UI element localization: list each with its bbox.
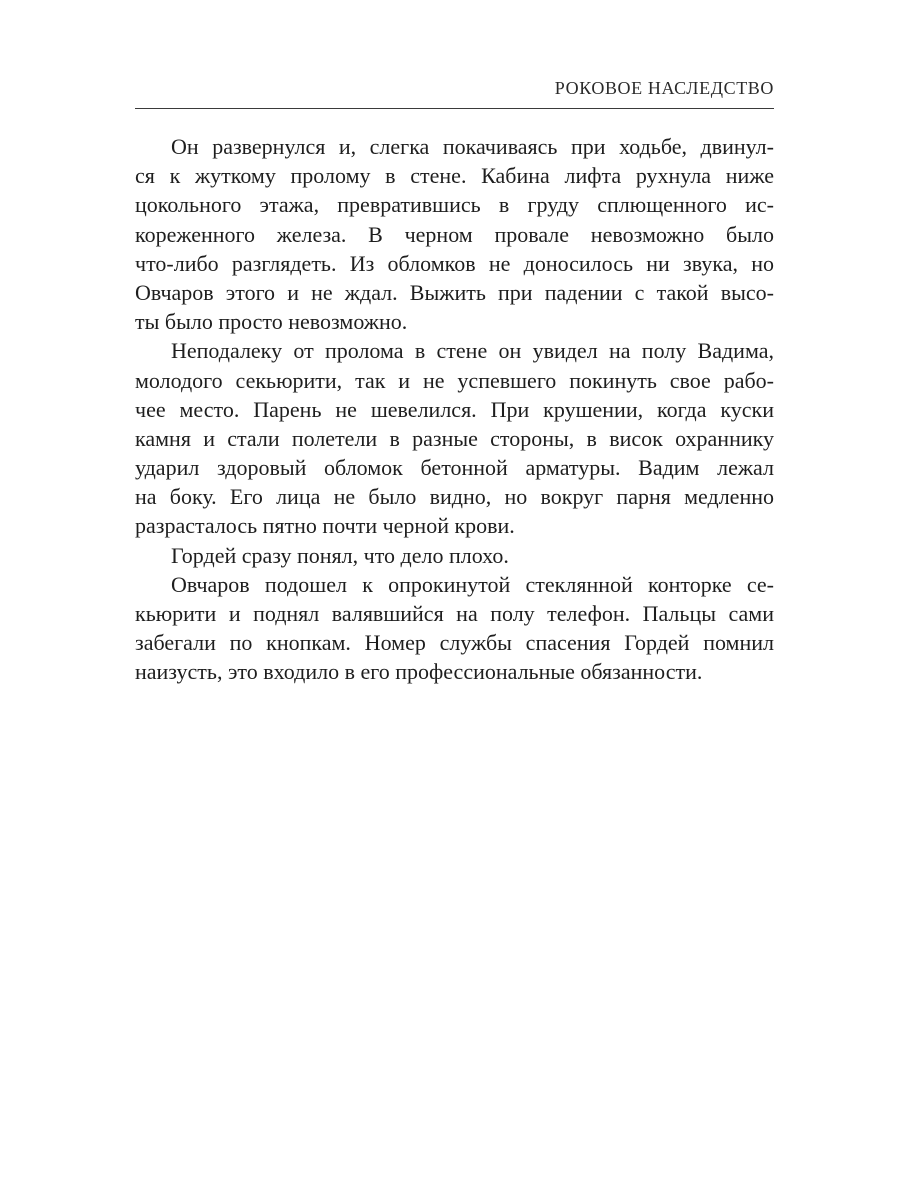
text-line: Он развернулся и, слегка покачиваясь при ходьбе, двинул- — [171, 134, 774, 159]
paragraph — [135, 336, 774, 540]
text-line: разрасталось пятно почти черной крови. — [135, 513, 515, 539]
text-line: кореженного железа. В черном провале невозможно было — [135, 221, 774, 247]
text-line: Гордей сразу понял, что дело плохо. — [171, 542, 509, 568]
running-header: РОКОВОЕ НАСЛЕДСТВО — [554, 78, 774, 98]
text-line: на боку. Его лица не было видно, но вокруг парня медленно — [135, 484, 774, 510]
text-line: кьюрити и поднял валявшийся на полу телефон. Пальцы сами — [135, 601, 774, 626]
text-line: цокольного этажа, превратившись в груду сплющенного ис- — [135, 192, 774, 218]
text-line: Овчаров этого и не ждал. Выжить при падении с такой высо- — [135, 279, 774, 305]
header-rule — [135, 108, 774, 109]
text-line: молодого секьюрити, так и не успевшего покинуть свое рабо- — [135, 367, 774, 393]
paragraph — [135, 132, 774, 336]
paragraph — [135, 570, 774, 687]
text-line: ты было просто невозможно. — [135, 309, 408, 335]
paragraph — [135, 541, 774, 570]
text-line: Неподалеку от пролома в стене он увидел на полу Вадима, — [171, 338, 774, 364]
page-body — [135, 132, 774, 687]
text-line: ся к жуткому пролому в стене. Кабина лифта рухнула ниже — [135, 163, 774, 189]
text-line: ударил здоровый обломок бетонной арматуры. Вадим лежал — [135, 455, 774, 481]
text-line: наизусть, это входило в его профессиональные обязанности. — [135, 659, 703, 685]
text-line: что-либо разглядеть. Из обломков не доносилось ни звука, но — [135, 250, 774, 276]
text-line: камня и стали полетели в разные стороны, в висок охраннику — [135, 425, 774, 451]
text-line: чее место. Парень не шевелился. При крушении, когда куски — [135, 396, 774, 422]
text-line: забегали по кнопкам. Номер службы спасения Гордей помнил — [135, 630, 774, 656]
text-line: Овчаров подошел к опрокинутой стеклянной конторке се- — [171, 571, 774, 597]
